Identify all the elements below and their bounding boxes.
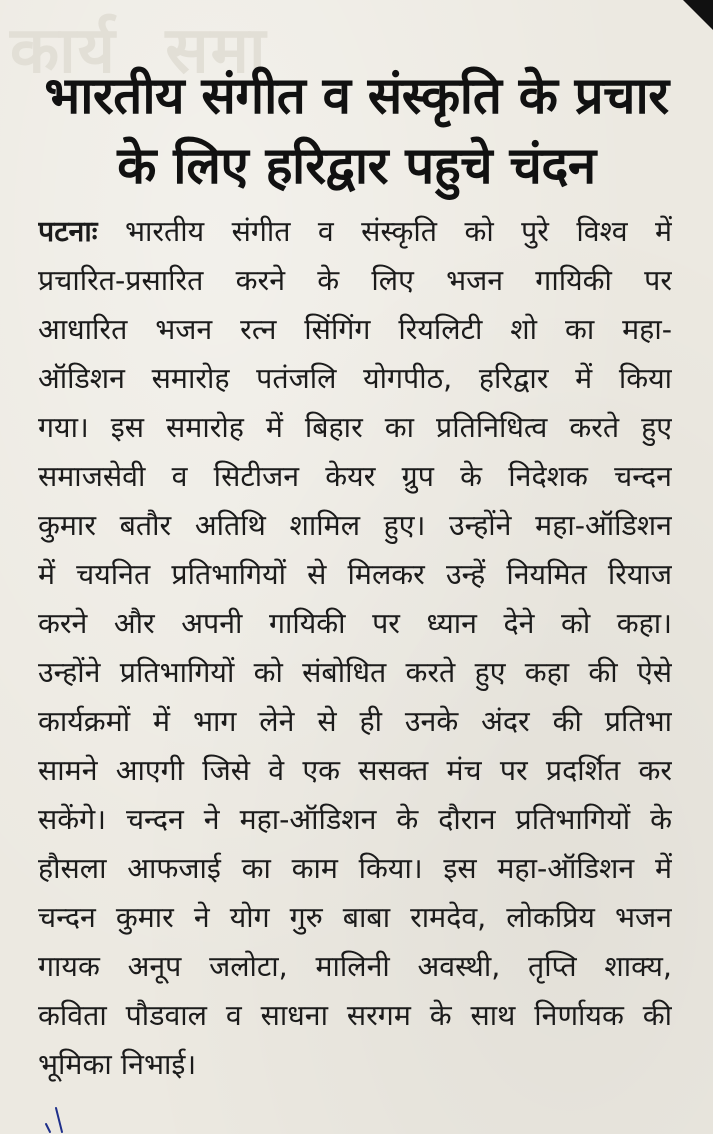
body-line: हौसला आफजाई का काम किया। इस महा-ऑडिशन में [38, 852, 672, 885]
body-line [38, 207, 672, 256]
dateline: पटनाः [38, 215, 98, 248]
body-line: आधारित भजन रत्न सिंगिंग रियलिटी शो का महा- [38, 313, 672, 346]
body-line: गया। इस समारोह में बिहार का प्रतिनिधित्व करते हुए [38, 411, 672, 444]
headline-line-1: भारतीय संगीत व संस्कृति के प्रचार [44, 67, 669, 126]
pen-tick-mark [40, 1104, 80, 1134]
article-body [38, 207, 672, 1089]
bleed-through-text: कार्य समा [10, 14, 268, 88]
body-line: सकेंगे। चन्दन ने महा-ऑडिशन के दौरान प्रतिभागियों के [38, 803, 672, 836]
body-line-text: भारतीय संगीत व संस्कृति को पुरे विश्व में [124, 215, 672, 248]
headline-line-2: के लिए हरिद्वार पहुचे चंदन [117, 137, 596, 196]
body-line: चन्दन कुमार ने योग गुरु बाबा रामदेव, लोकप्रिय भजन [38, 901, 672, 934]
body-line: कार्यक्रमों में भाग लेने से ही उनके अंदर की प्रतिभा [38, 705, 672, 738]
body-line: में चयनित प्रतिभागियों से मिलकर उन्हें नियमित रियाज [38, 558, 672, 591]
body-line: उन्होंने प्रतिभागियों को संबोधित करते हुए कहा की ऐसे [38, 656, 672, 689]
body-line: प्रचारित-प्रसारित करने के लिए भजन गायिकी पर [38, 264, 672, 297]
body-line: कुमार बतौर अतिथि शामिल हुए। उन्होंने महा-ऑडिशन [38, 509, 672, 542]
body-line: ऑडिशन समारोह पतंजलि योगपीठ, हरिद्वार में किया [38, 362, 672, 395]
body-line: सामने आएगी जिसे वे एक ससक्त मंच पर प्रदर्शित कर [38, 754, 672, 787]
corner-fold [683, 0, 713, 30]
body-line: कविता पौडवाल व साधना सरगम के साथ निर्णायक की [38, 999, 672, 1032]
body-line: गायक अनूप जलोटा, मालिनी अवस्थी, तृप्ति शाक्य, [38, 950, 672, 983]
body-line: समाजसेवी व सिटीजन केयर ग्रुप के निदेशक चन्दन [38, 460, 672, 493]
body-line: भूमिका निभाई। [38, 1048, 197, 1081]
body-line: करने और अपनी गायिकी पर ध्यान देने को कहा। [38, 607, 672, 640]
